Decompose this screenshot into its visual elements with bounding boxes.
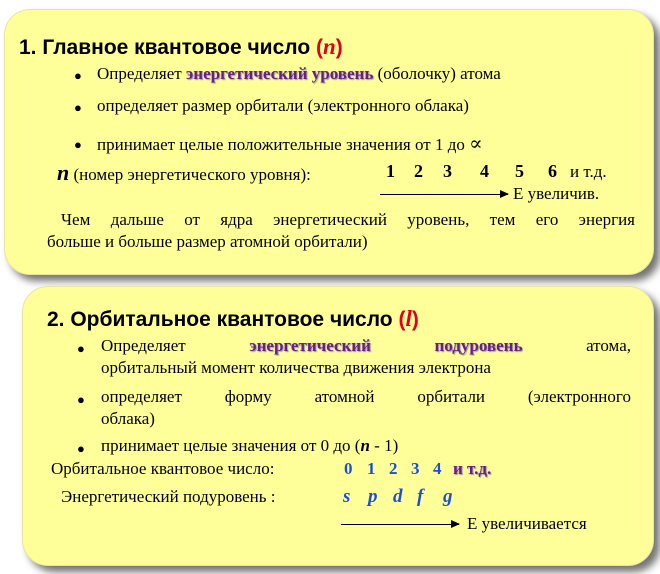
- card1-title-close: ): [335, 36, 343, 59]
- card2-b1-highlight2: подуровень: [434, 336, 523, 355]
- card2-title-open: (: [398, 308, 406, 331]
- card1-para-line1: Чем дальше от ядра энергетический уровень, тем его энергия: [61, 210, 635, 229]
- card2-b3-n: n: [360, 436, 370, 455]
- n-value: 4: [480, 161, 489, 181]
- card1-bullet1-pre: Определяет: [97, 64, 182, 83]
- card1-title-open: (: [316, 36, 323, 59]
- card2-sub-values: [343, 486, 463, 508]
- arrow-right-icon: [341, 524, 459, 525]
- n-value: 6: [548, 161, 557, 181]
- card1-n-row: [57, 160, 311, 186]
- bullet-icon: ●: [74, 68, 82, 83]
- card1-bullet3: [97, 131, 483, 156]
- card1-bullet1: [97, 64, 501, 84]
- card2-b1-word: атома,: [586, 336, 631, 355]
- card2-arrow-label: Е увеличивается: [467, 514, 587, 533]
- card2-title: [47, 306, 419, 332]
- bullet-icon: ●: [77, 341, 85, 356]
- card2-title-symbol: l: [405, 306, 412, 331]
- card2-b2-word: орбитали: [417, 387, 486, 406]
- card1-bullet1-highlight: энергетический уровень: [185, 64, 374, 83]
- orb-value: 4: [433, 459, 442, 478]
- card2-b2-word: определяет: [101, 387, 182, 406]
- card2-b1-highlight1: энергетический: [249, 336, 371, 355]
- card2-bullet3: [101, 436, 398, 456]
- n-value: 5: [515, 161, 524, 181]
- sub-value: g: [443, 486, 453, 507]
- card2-bullet2-line2: облака): [101, 409, 155, 428]
- card1-arrow-label: Е увеличив.: [513, 184, 600, 203]
- n-value: 1: [386, 161, 395, 181]
- orb-value: 1: [367, 459, 376, 478]
- orbital-quantum-number-card: [22, 286, 654, 566]
- sub-value: p: [368, 486, 378, 507]
- principal-quantum-number-card: [4, 9, 654, 275]
- sub-value: d: [393, 486, 403, 507]
- card1-bullet1-post: (оболочку) атома: [377, 64, 501, 83]
- bullet-icon: ●: [74, 137, 82, 152]
- card2-sub-label: Энергетический подуровень :: [61, 487, 276, 506]
- card1-para-line2: больше и больше размер атомной орбитали): [47, 232, 368, 251]
- orb-value: 3: [411, 459, 420, 478]
- card2-b1-word: Определяет: [101, 336, 186, 355]
- card1-n-label: (номер энергетического уровня):: [73, 165, 311, 184]
- card2-title-close: ): [411, 308, 419, 331]
- n-value: 3: [443, 161, 452, 181]
- card1-n-symbol: n: [57, 160, 70, 185]
- bullet-icon: ●: [74, 100, 82, 115]
- card2-b3-pre: принимает целые значения от 0 до (: [101, 436, 361, 455]
- card1-bullet2: определяет размер орбитали (электронного облака): [97, 96, 469, 115]
- infinity-symbol: ∝: [469, 133, 483, 155]
- card2-orb-etc: и т.д.: [453, 459, 492, 478]
- orb-value: 0: [344, 459, 353, 478]
- card2-b2-word: форму: [224, 387, 272, 406]
- arrow-right-icon: [380, 194, 508, 195]
- bullet-icon: ●: [77, 392, 85, 407]
- n-value: 2: [414, 161, 423, 181]
- card1-title: [19, 34, 343, 60]
- card2-b3-post: - 1): [369, 436, 399, 455]
- card2-orb-label: Орбитальное квантовое число:: [51, 459, 275, 478]
- orb-value: 2: [389, 459, 398, 478]
- card1-n-values: [386, 161, 575, 182]
- card1-bullet3-text: принимает целые положительные значения от 1 до: [97, 135, 465, 154]
- card2-title-text: 2. Орбитальное квантовое число: [47, 308, 393, 331]
- card2-bullet1-line1: [101, 336, 631, 356]
- card1-n-etc: и т.д.: [570, 162, 607, 181]
- sub-value: s: [343, 486, 351, 507]
- card2-b2-word: (электронного: [527, 387, 631, 406]
- card2-orb-values: [344, 459, 491, 479]
- card2-bullet1-line2: орбитальный момент количества движения электрона: [101, 358, 491, 377]
- card1-title-symbol: n: [323, 34, 336, 59]
- sub-value: f: [417, 486, 424, 507]
- card1-title-text: 1. Главное квантовое число: [19, 36, 311, 59]
- card2-bullet2-line1: [101, 387, 631, 407]
- bullet-icon: ●: [77, 441, 85, 456]
- card2-b2-word: атомной: [314, 387, 375, 406]
